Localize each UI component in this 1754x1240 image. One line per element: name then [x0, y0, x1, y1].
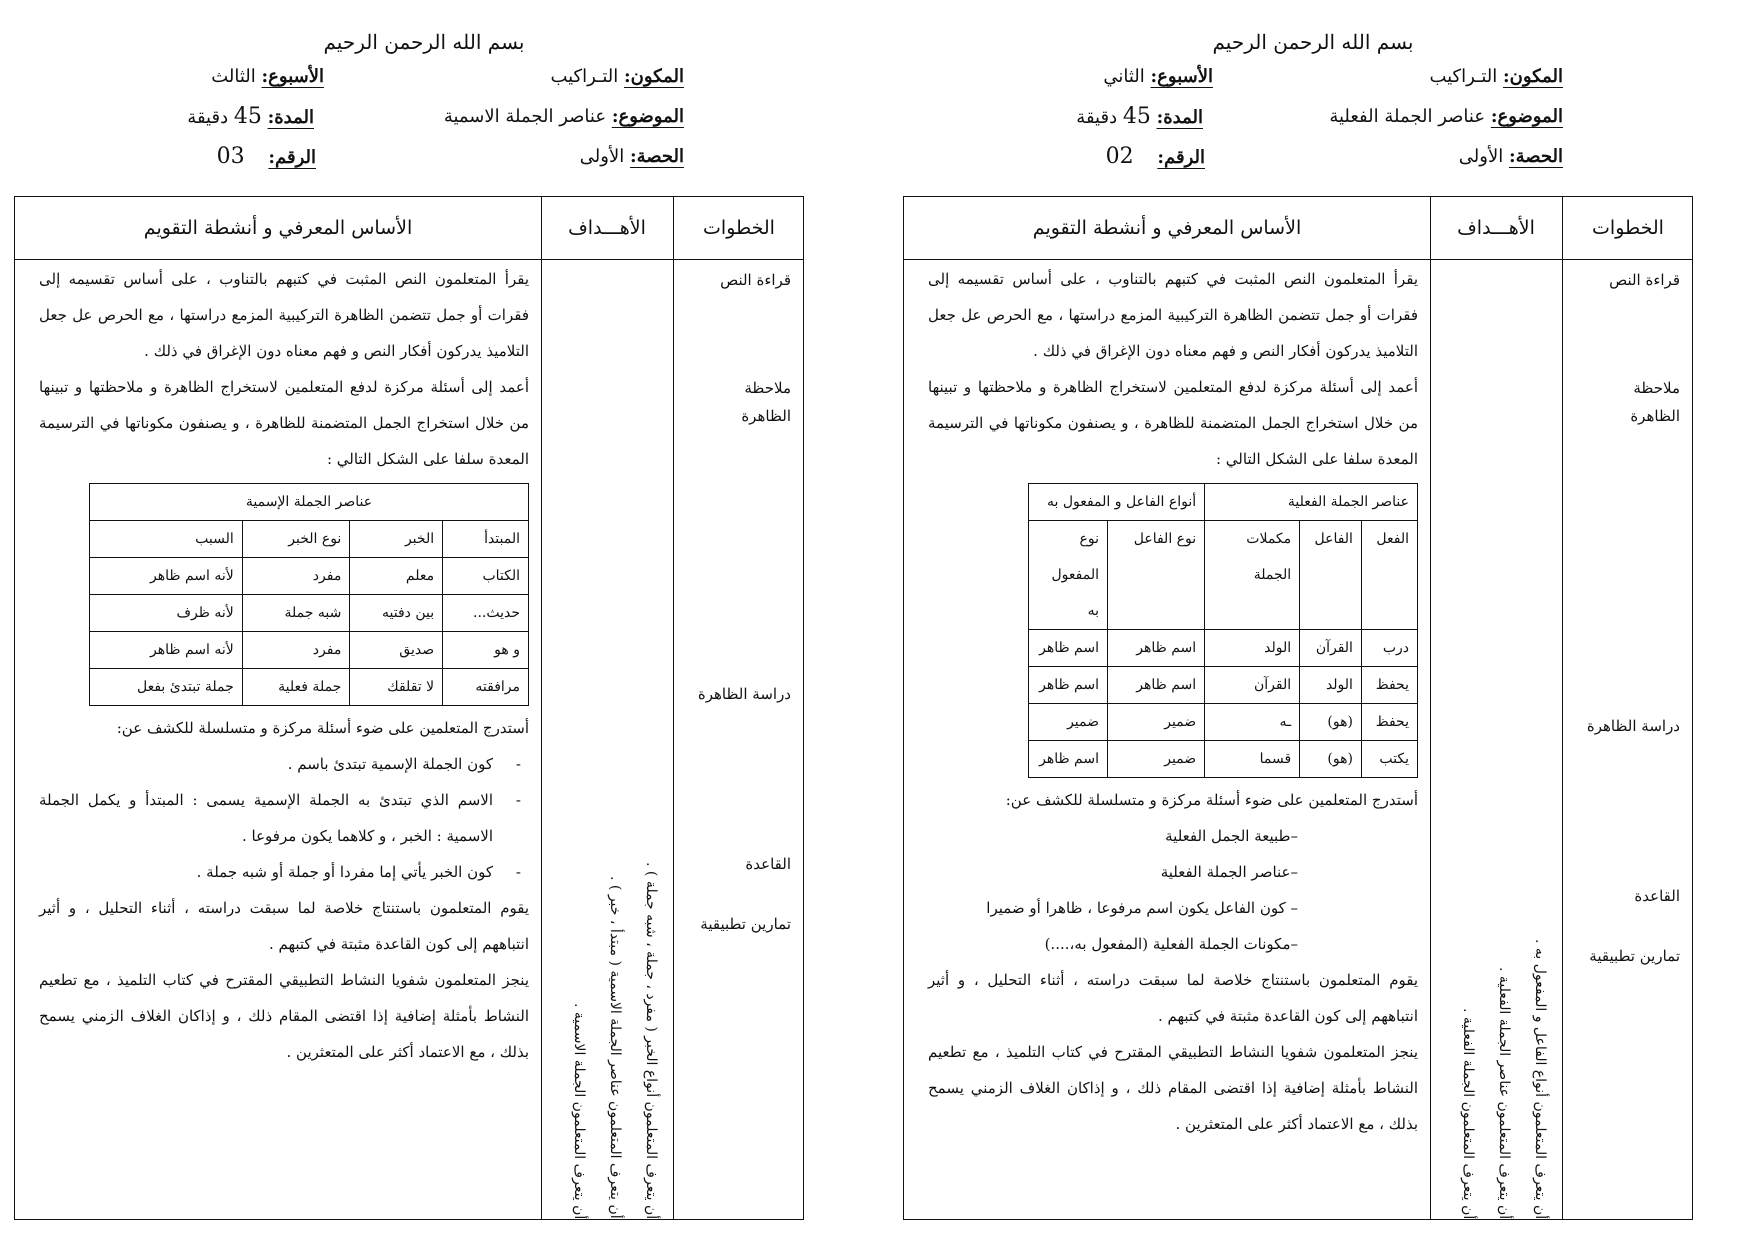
duration-unit: دقيقة: [187, 107, 229, 128]
duration-label: المدة:: [267, 107, 314, 128]
topic-label: الموضوع:: [1490, 106, 1563, 127]
duration-number: 45: [1122, 104, 1151, 129]
col-content-header: الأساس المعرفي و أنشطة التقويم: [143, 217, 413, 239]
reading-paragraph: يقرأ المتعلمون النص المثبت في كتبهم بالتناوب ، على أساس تقسيمه إلى فقرات أو جمل تتضمن الظاهرة التركيبية المزمع دراستها ، مع الحرص عل جعل التلاميذ يدركون أفكار النص و فهم معناه دون الإغراق في ذلك .: [39, 270, 529, 360]
table-header: المبتدأ: [443, 521, 529, 558]
week-value: الثالث: [211, 66, 256, 87]
table-cell: اسم ظاهر: [1108, 667, 1205, 704]
component-value: التـراكيب: [1429, 66, 1498, 87]
study-list: [928, 818, 1418, 962]
number-label: الرقم:: [1157, 147, 1205, 168]
col-steps-header: الخطوات: [703, 217, 775, 239]
table-cell: يحفظ: [1361, 704, 1417, 741]
week-label: الأسبوع:: [1150, 66, 1213, 87]
table-row: [1029, 667, 1418, 704]
content-column: [928, 261, 1418, 1142]
goal-3: أن يتعرف المتعلمون الجملة الفعلية .: [1460, 1007, 1476, 1219]
number-info: [1106, 144, 1205, 169]
number-label: الرقم:: [268, 147, 316, 168]
table-row: [1029, 741, 1418, 778]
list-item: –طبيعة الجمل الفعلية: [1165, 827, 1298, 845]
table-cell: بين دفتيه: [350, 595, 443, 632]
table-header: الخبر: [350, 521, 443, 558]
table-cell: مرافقته: [443, 669, 529, 706]
table-cell: اسم ظاهر: [1029, 630, 1108, 667]
session-info: [580, 146, 684, 167]
component-info: [1429, 66, 1563, 87]
rule-paragraph: يقوم المتعلمون باستنتاج خلاصة لما سبقت دراسته ، أثناء التحليل ، و أثير انتباههم إلى كون القاعدة مثبتة في كتبهم .: [39, 899, 529, 953]
content-column: [39, 261, 529, 1070]
step-exercises: تمارين تطبيقية: [1589, 947, 1680, 965]
table-cell: ـه: [1205, 704, 1300, 741]
step-reading: قراءة النص: [1609, 271, 1680, 289]
table-cell: لأنه اسم ظاهر: [90, 558, 243, 595]
table-cell: القرآن: [1300, 630, 1362, 667]
table-cell: لأنه ظرف: [90, 595, 243, 632]
duration-info: [187, 104, 314, 129]
step-rule: القاعدة: [1634, 887, 1680, 905]
session-value: الأولى: [1458, 146, 1504, 167]
session-value: الأولى: [579, 146, 625, 167]
table-row: [1029, 630, 1418, 667]
table-header: نوع الفاعل: [1108, 521, 1205, 630]
table-cell: جملة فعلية: [242, 669, 350, 706]
lesson-sheet-02: [893, 0, 1733, 1240]
verbal-sentence-table: [1028, 483, 1418, 778]
session-label: الحصة:: [629, 146, 684, 167]
table-cell: الولد: [1300, 667, 1362, 704]
lesson-grid: [14, 196, 804, 1220]
steps-column: [1562, 197, 1694, 1219]
table-cell: (هو): [1300, 741, 1362, 778]
col-steps-header: الخطوات: [1592, 217, 1664, 239]
list-item: – كون الفاعل يكون اسم مرفوعا ، ظاهرا أو ضميرا: [986, 899, 1298, 917]
observation-paragraph: أعمد إلى أسئلة مركزة لدفع المتعلمين لاستخراج الظاهرة و ملاحظتها و تبينها من خلال استخراج الجمل المتضمنة للظاهرة ، و يصنفون مكوناتها في الترسيمة المعدة سلفا على الشكل التالي :: [928, 378, 1418, 468]
number-value: 02: [1105, 144, 1134, 169]
topic-info: [1329, 106, 1563, 127]
topic-value: عناصر الجملة الفعلية: [1329, 106, 1486, 127]
table-group-header: عناصر الجملة الإسمية: [90, 484, 529, 521]
rule-paragraph: يقوم المتعلمون باستنتاج خلاصة لما سبقت دراسته ، أثناء التحليل ، و أثير انتباههم إلى كون القاعدة مثبتة في كتبهم .: [928, 971, 1418, 1025]
goal-3: أن يتعرف المتعلمون الجملة الاسمية .: [571, 1002, 587, 1219]
list-item: - كون الخبر يأتي إما مفردا أو جملة أو شبه جملة .: [39, 854, 529, 890]
week-label: الأسبوع:: [261, 66, 324, 87]
session-info: [1459, 146, 1563, 167]
table-cell: حديث...: [443, 595, 529, 632]
table-cell: شبه جملة: [242, 595, 350, 632]
col-content-header: الأساس المعرفي و أنشطة التقويم: [1032, 217, 1302, 239]
exercise-paragraph: ينجز المتعلمون شفويا النشاط التطبيقي المقترح في كتاب التلميذ ، مع تطعيم النشاط بأمثلة إضافية إذا اقتضى المقام ذلك ، و إذاكان الغلاف الزمني يسمح بذلك ، مع الاعتماد أكثر على المتعثرين .: [928, 1043, 1418, 1133]
component-value: التـراكيب: [550, 66, 619, 87]
table-cell: يكتب: [1361, 741, 1417, 778]
number-info: [217, 144, 316, 169]
list-item: –مكونات الجملة الفعلية (المفعول به،....): [1044, 935, 1298, 953]
goal-1: أن يتعرف المتعلمون أنواع الخبر ( مفرد ، جملة ، شبه جملة ) .: [643, 861, 659, 1219]
duration-info: [1076, 104, 1203, 129]
step-study: دراسة الظاهرة: [697, 685, 791, 703]
table-cell: مفرد: [242, 632, 350, 669]
lesson-sheet-03: [4, 0, 844, 1240]
number-value: 03: [216, 144, 245, 169]
table-cell: صديق: [350, 632, 443, 669]
topic-label: الموضوع:: [611, 106, 684, 127]
list-item: –عناصر الجملة الفعلية: [1160, 863, 1298, 881]
table-header: السبب: [90, 521, 243, 558]
session-label: الحصة:: [1508, 146, 1563, 167]
basmala: بسم الله الرحمن الرحيم: [323, 30, 525, 54]
duration-unit: دقيقة: [1076, 107, 1118, 128]
goal-1: أن يتعرف المتعلمون أنواع الفاعل و المفعول به .: [1532, 938, 1548, 1219]
goal-2: أن يتعرف المتعلمون عناصر الجملة الفعلية .: [1496, 966, 1512, 1219]
goals-column: [1430, 263, 1562, 1219]
table-header: الفعل: [1361, 521, 1417, 630]
topic-value: عناصر الجملة الاسمية: [443, 106, 607, 127]
component-label: المكون:: [1503, 66, 1563, 87]
table-cell: لا تقلقك: [350, 669, 443, 706]
step-study: دراسة الظاهرة: [1586, 717, 1680, 735]
study-list: [39, 746, 529, 890]
week-info: [211, 66, 324, 87]
table-row: [90, 632, 529, 669]
list-item: - الاسم الذي تبتدئ به الجملة الإسمية يسمى : المبتدأ و يكمل الجملة الاسمية : الخبر ، و كلاهما يكون مرفوعا .: [39, 782, 529, 854]
table-group-header: أنواع الفاعل و المفعول به: [1029, 484, 1205, 521]
reading-paragraph: يقرأ المتعلمون النص المثبت في كتبهم بالتناوب ، على أساس تقسيمه إلى فقرات أو جمل تتضمن الظاهرة التركيبية المزمع دراستها ، مع الحرص عل جعل التلاميذ يدركون أفكار النص و فهم معناه دون الإغراق في ذلك .: [928, 270, 1418, 360]
goals-column: [541, 263, 673, 1219]
component-label: المكون:: [624, 66, 684, 87]
goal-2: أن يتعرف المتعلمون عناصر الجملة الاسمية ( مبتدأ ، خبر ) .: [607, 876, 623, 1219]
study-intro: أستدرج المتعلمين على ضوء أسئلة مركزة و متسلسلة للكشف عن:: [1005, 791, 1418, 809]
table-header: نوع المفعول به: [1029, 521, 1108, 630]
table-cell: يحفظ: [1361, 667, 1417, 704]
table-cell: و هو: [443, 632, 529, 669]
nominal-sentence-table: [89, 483, 529, 706]
step-reading: قراءة النص: [720, 271, 791, 289]
table-cell: ضمير: [1029, 704, 1108, 741]
duration-number: 45: [233, 104, 262, 129]
step-exercises: تمارين تطبيقية: [700, 915, 791, 933]
step-observation: ملاحظة: [744, 379, 791, 397]
basmala: بسم الله الرحمن الرحيم: [1212, 30, 1414, 54]
table-cell: الكتاب: [443, 558, 529, 595]
table-header: الفاعل: [1300, 521, 1362, 630]
steps-column: [673, 197, 805, 1219]
table-cell: اسم ظاهر: [1029, 741, 1108, 778]
table-header: مكملات الجملة: [1205, 521, 1300, 630]
exercise-paragraph: ينجز المتعلمون شفويا النشاط التطبيقي المقترح في كتاب التلميذ ، مع تطعيم النشاط بأمثلة إضافية إذا اقتضى المقام ذلك ، و إذاكان الغلاف الزمني يسمح بذلك ، مع الاعتماد أكثر على المتعثرين .: [39, 971, 529, 1061]
table-cell: ضمير: [1108, 741, 1205, 778]
col-goals-header: الأهـــداف: [568, 217, 646, 239]
table-cell: ضمير: [1108, 704, 1205, 741]
table-cell: لأنه اسم ظاهر: [90, 632, 243, 669]
table-cell: اسم ظاهر: [1029, 667, 1108, 704]
step-observation: ملاحظة: [1633, 379, 1680, 397]
table-header: نوع الخبر: [242, 521, 350, 558]
week-value: الثاني: [1103, 66, 1145, 87]
week-info: [1103, 66, 1213, 87]
observation-paragraph: أعمد إلى أسئلة مركزة لدفع المتعلمين لاستخراج الظاهرة و ملاحظتها و تبينها من خلال استخراج الجمل المتضمنة للظاهرة ، و يصنفون مكوناتها في الترسيمة المعدة سلفا على الشكل التالي :: [39, 378, 529, 468]
study-intro: أستدرج المتعلمين على ضوء أسئلة مركزة و متسلسلة للكشف عن:: [116, 719, 529, 737]
table-row: [90, 558, 529, 595]
table-cell: مفرد: [242, 558, 350, 595]
table-row: [90, 595, 529, 632]
table-group-header: عناصر الجملة الفعلية: [1205, 484, 1418, 521]
component-info: [550, 66, 684, 87]
table-cell: اسم ظاهر: [1108, 630, 1205, 667]
table-cell: درب: [1361, 630, 1417, 667]
table-cell: (هو): [1300, 704, 1362, 741]
lesson-grid: [903, 196, 1693, 1220]
col-goals-header: الأهـــداف: [1457, 217, 1535, 239]
table-cell: القرآن: [1205, 667, 1300, 704]
table-row: [1029, 704, 1418, 741]
table-cell: قسما: [1205, 741, 1300, 778]
step-observation-2: الظاهرة: [1630, 407, 1680, 425]
step-observation-2: الظاهرة: [741, 407, 791, 425]
table-row: [90, 669, 529, 706]
list-item: - كون الجملة الإسمية تبتدئ باسم .: [39, 746, 529, 782]
duration-label: المدة:: [1156, 107, 1203, 128]
table-cell: معلم: [350, 558, 443, 595]
table-cell: جملة تبتدئ بفعل: [90, 669, 243, 706]
step-rule: القاعدة: [745, 855, 791, 873]
table-cell: الولد: [1205, 630, 1300, 667]
topic-info: [444, 106, 684, 127]
